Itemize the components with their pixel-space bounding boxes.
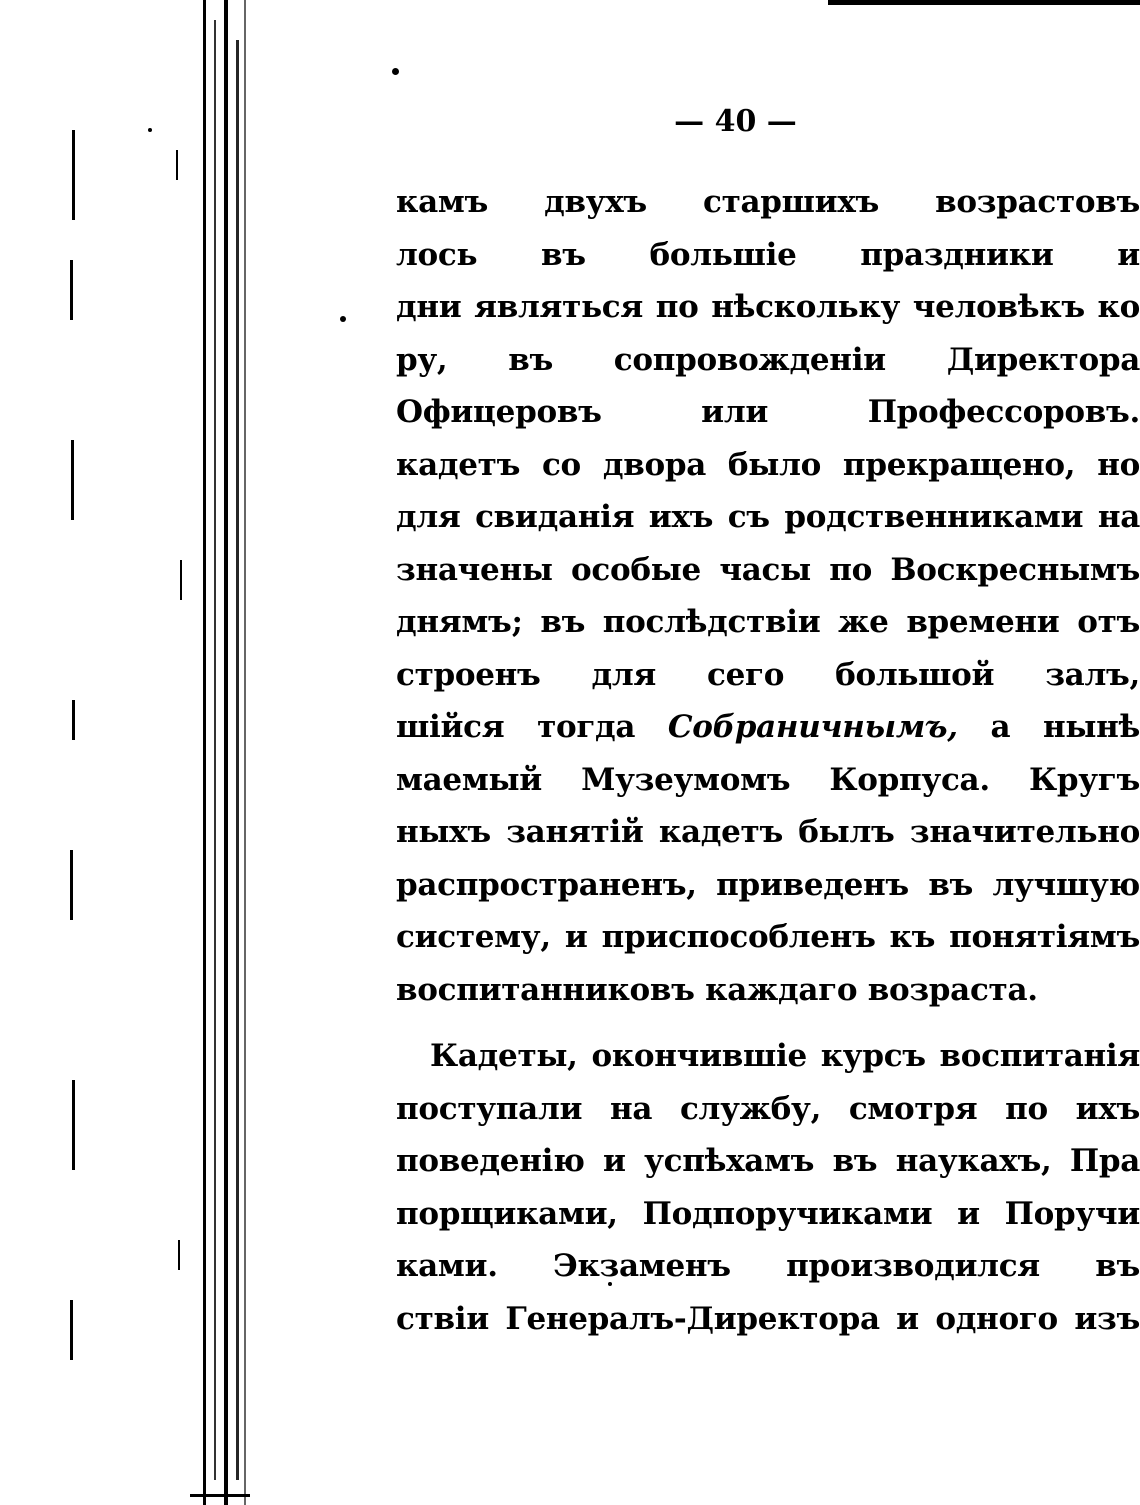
text-line: кадетъ со двора было прекращено, но — [396, 446, 1140, 483]
paragraph-2 — [396, 1030, 1140, 1345]
scan-gutter — [0, 0, 260, 1505]
bottom-rule — [190, 1494, 250, 1497]
paragraph-gap — [396, 1016, 1140, 1030]
italic-term: Собраничнымъ, — [667, 709, 958, 745]
text-line: порщиками, Подпоручиками и Поручи — [396, 1195, 1140, 1232]
text-line: ками. Экзаменъ производился въ — [396, 1248, 1140, 1284]
text-line: для свиданія ихъ съ родственниками на — [396, 499, 1140, 535]
text-line: строенъ для сего большой залъ, — [396, 656, 1140, 693]
text-line: распространенъ, приведенъ въ лучшую — [396, 866, 1140, 903]
page-number: — 40 — — [674, 104, 797, 139]
ink-speck — [392, 68, 399, 75]
text-line: днямъ; въ послѣдствіи же времени отъ — [396, 604, 1140, 640]
text-line: ру, въ сопровожденіи Директора — [396, 341, 1140, 378]
ink-speck — [148, 128, 152, 132]
text-run: а нынѣ — [990, 709, 1140, 745]
text-line: Кадеты, окончившіе курсъ воспитанія — [430, 1038, 1140, 1074]
paragraph-1 — [396, 176, 1140, 1016]
text-line: ныхъ занятій кадетъ былъ значительно — [396, 814, 1140, 850]
text-line: камъ двухъ старшихъ возрастовъ — [396, 184, 1140, 220]
text-run: шійся тогда — [396, 709, 668, 745]
text-line: ствіи Генералъ-Директора и одного изъ — [396, 1300, 1140, 1337]
text-line: лось въ большіе праздники и — [396, 236, 1140, 273]
top-rule — [828, 0, 1140, 5]
text-line: дни являться по нѣскольку человѣкъ ко — [396, 289, 1140, 325]
text-line: поведенію и успѣхамъ въ наукахъ, Пра — [396, 1143, 1140, 1179]
text-line: систему, и приспособленъ къ понятіямъ — [396, 919, 1140, 955]
text-line: значены особые часы по Воскреснымъ — [396, 551, 1140, 588]
ink-speck — [340, 316, 346, 322]
text-line: Офицеровъ или Профессоровъ. — [396, 394, 1140, 430]
text-line: воспитанниковъ каждаго возраста. — [396, 971, 1038, 1008]
text-line — [396, 701, 1140, 754]
body-text — [396, 176, 1140, 1345]
text-line: поступали на службу, смотря по ихъ — [396, 1090, 1140, 1127]
text-line: маемый Музеумомъ Корпуса. Кругъ — [396, 761, 1140, 798]
